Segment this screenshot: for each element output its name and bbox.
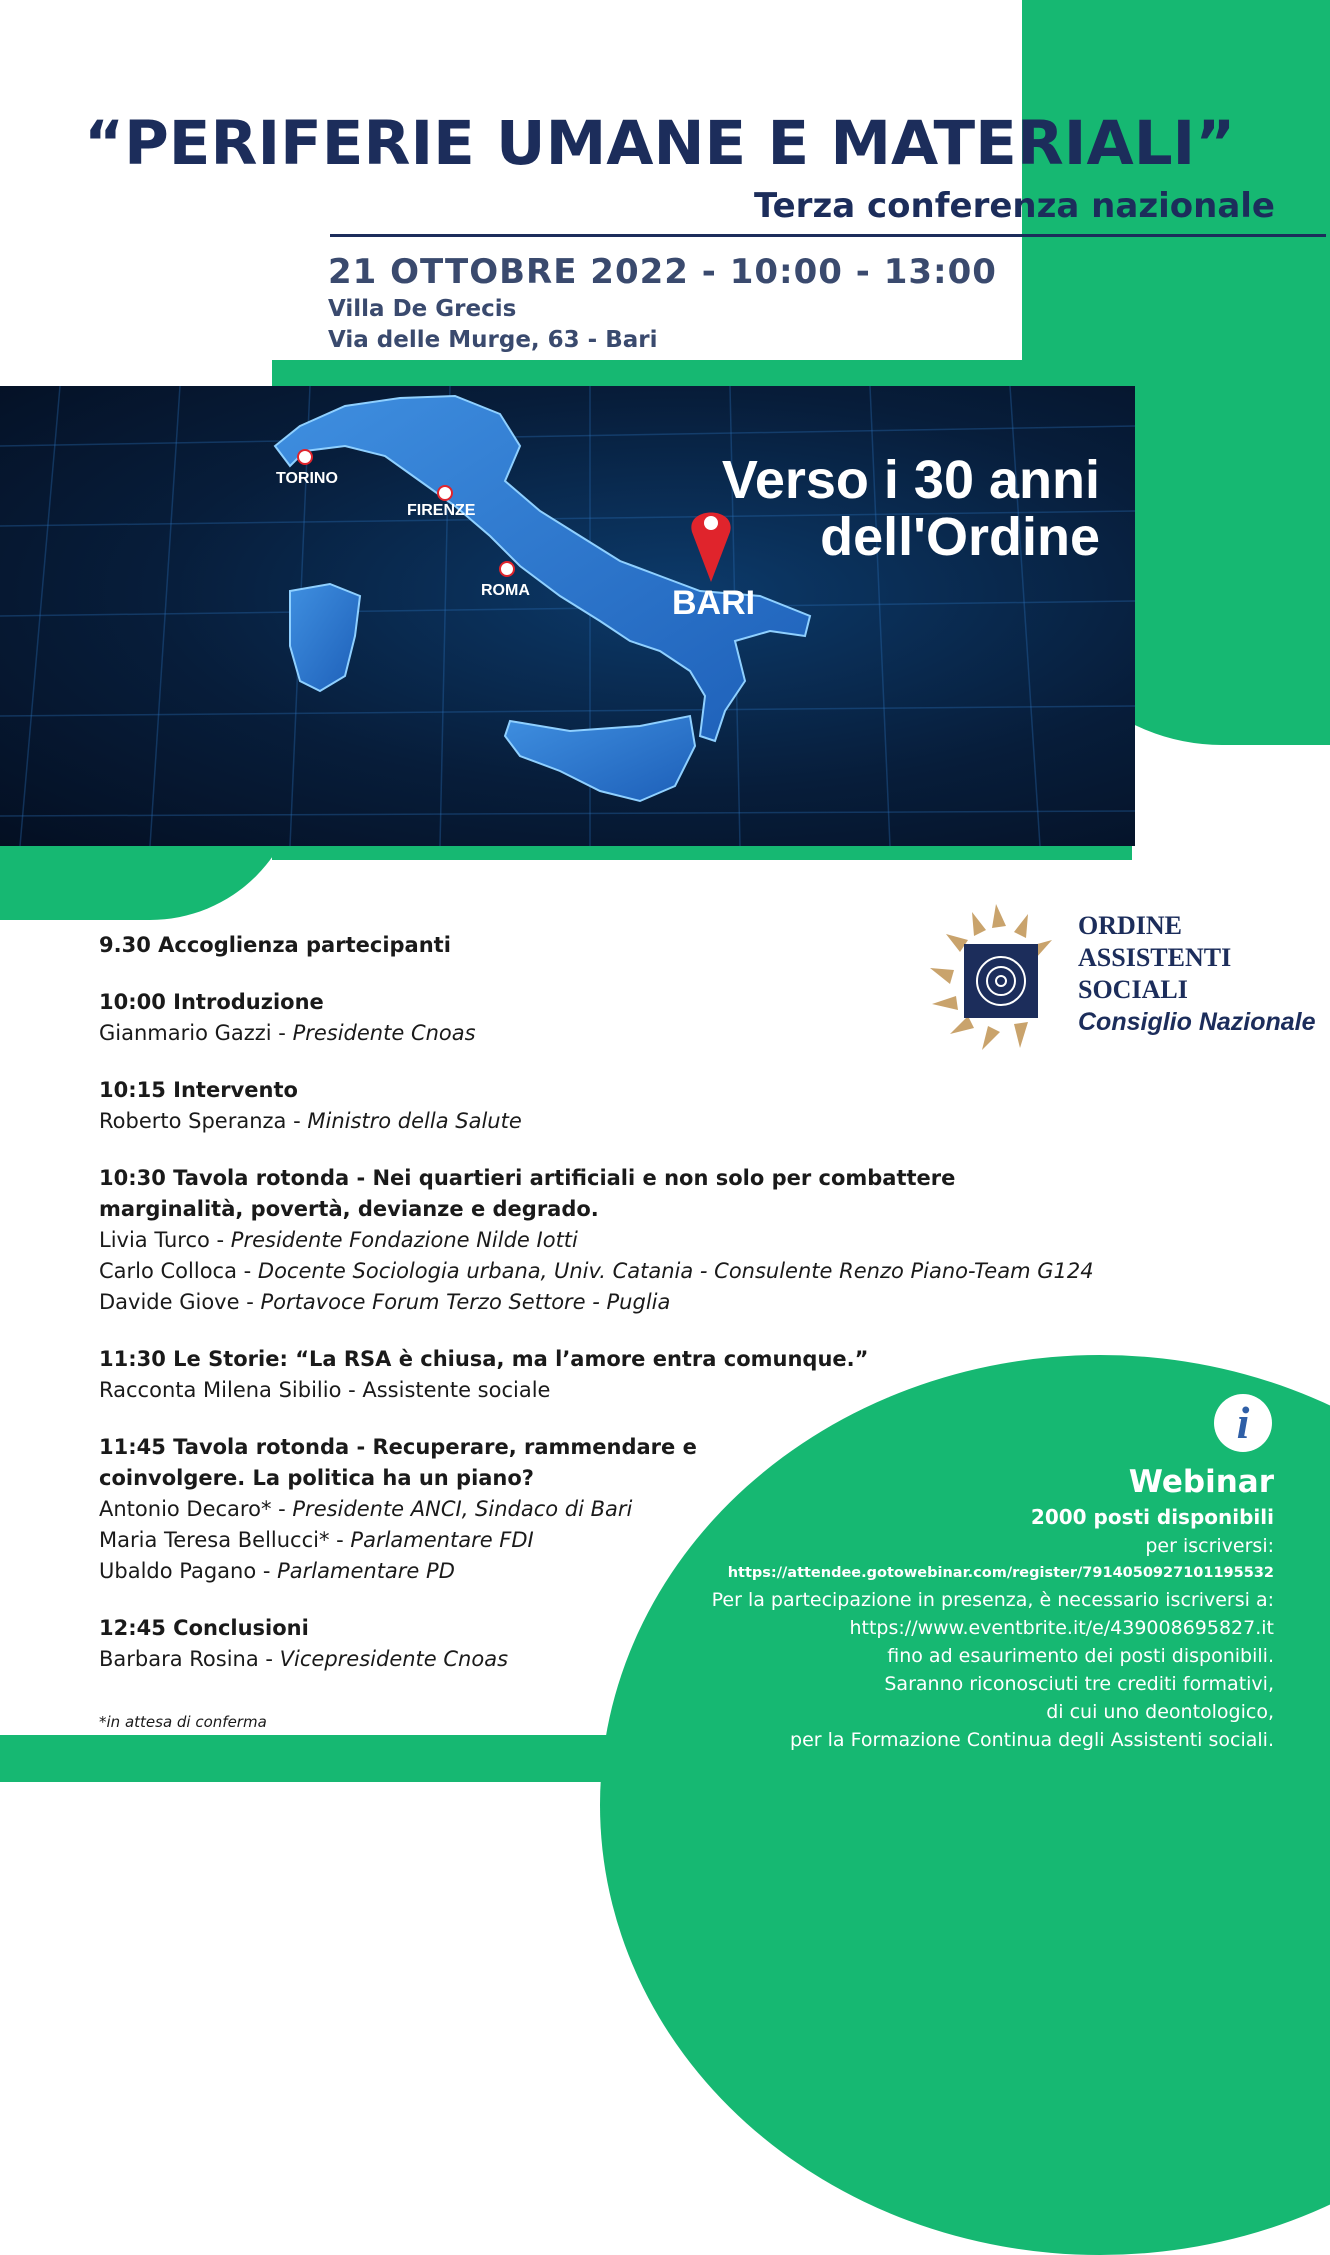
speaker-role: Presidente ANCI, Sindaco di Bari [292,1497,633,1521]
speaker-line [99,1375,1119,1406]
speaker-role: Presidente Fondazione Nilde Iotti [230,1228,578,1252]
speaker-role: Parlamentare FDI [350,1528,534,1552]
slot-heading: 10:30 Tavola rotonda - Nei quartieri artificiali e non solo per combattere marginalità, povertà, devianze e degrado. [99,1166,956,1221]
speaker-role: Presidente Cnoas [292,1021,476,1045]
eventbrite-link[interactable]: https://www.eventbrite.it/e/439008695827.it [849,1617,1274,1639]
slot-heading: 11:45 Tavola rotonda - Recuperare, rammendare e coinvolgere. La politica ha un piano? [99,1435,697,1490]
city-label-roma: ROMA [481,582,530,599]
speaker-line [99,1225,1119,1256]
program-slot [99,930,1119,961]
program-slot [99,987,1119,1049]
program-slot [99,1163,1119,1318]
speaker-name: Maria Teresa Bellucci* - [99,1528,351,1552]
event-date: 21 OTTOBRE 2022 - 10:00 - 13:00 [328,252,997,292]
city-label-firenze: FIRENZE [407,502,476,519]
speaker-role: Ministro della Salute [307,1109,522,1133]
headline-line-2: dell'Ordine [820,507,1100,567]
footnote: *in attesa di conferma [99,1713,267,1731]
speaker-role: Docente Sociologia urbana, Univ. Catania - Consulente Renzo Piano-Team G124 [257,1259,1094,1283]
speaker-line [99,1106,1119,1137]
italy-peninsula [275,396,810,741]
availability-text: fino ad esaurimento dei posti disponibili. [887,1645,1274,1667]
speaker-name: Carlo Colloca - [99,1259,258,1283]
speaker-name: Ubaldo Pagano - [99,1559,278,1583]
slot-heading: 10:00 Introduzione [99,990,324,1014]
in-person-text: Per la partecipazione in presenza, è necessario iscriversi a: [711,1589,1274,1611]
program-slot [99,1344,1119,1406]
sicily [505,716,695,801]
speaker-name: Antonio Decaro* - [99,1497,293,1521]
logo-line-4: Consiglio Nazionale [1078,1008,1316,1036]
logo-line-1: ORDINE [1078,911,1183,940]
speaker-name: Barbara Rosina - [99,1647,280,1671]
speaker-line [99,1287,1119,1318]
sardinia [290,584,360,691]
register-label: per iscriversi: [1145,1535,1274,1557]
logo-line-2: ASSISTENTI [1078,943,1232,972]
logo-line-3: SOCIALI [1078,975,1188,1004]
training-text: per la Formazione Continua degli Assistenti sociali. [790,1729,1274,1751]
venue-name: Villa De Grecis [328,296,517,322]
webinar-link[interactable]: https://attendee.gotowebinar.com/register/7914050927101195532 [727,1565,1274,1581]
speaker-line [99,1018,1119,1049]
speaker-line [99,1256,1119,1287]
speaker-role: Portavoce Forum Terzo Settore - Puglia [260,1290,671,1314]
map-headline [640,452,1100,566]
speaker-name: Roberto Speranza - [99,1109,308,1133]
deontological-text: di cui uno deontologico, [1046,1701,1274,1723]
slot-heading: 9.30 Accoglienza partecipanti [99,933,451,957]
webinar-info [574,1462,1274,1754]
speaker-name: Racconta Milena Sibilio - Assistente sociale [99,1378,551,1402]
venue-address: Via delle Murge, 63 - Bari [328,327,658,353]
page-subtitle: Terza conferenza nazionale [753,186,1275,226]
speaker-name: Gianmario Gazzi - [99,1021,293,1045]
slot-heading: 12:45 Conclusioni [99,1616,309,1640]
speaker-role: Parlamentare PD [277,1559,455,1583]
city-label-bari: BARI [672,584,756,622]
webinar-seats: 2000 posti disponibili [1030,1505,1274,1529]
event-venue [328,294,658,356]
city-label-torino: TORINO [276,470,338,487]
slot-heading: 10:15 Intervento [99,1078,298,1102]
speaker-role: Vicepresidente Cnoas [279,1647,509,1671]
speaker-name: Livia Turco - [99,1228,231,1252]
slot-heading: 11:30 Le Storie: “La RSA è chiusa, ma l’amore entra comunque.” [99,1347,869,1371]
webinar-title: Webinar [1128,1464,1274,1500]
program-slot [99,1075,1119,1137]
speaker-name: Davide Giove - [99,1290,261,1314]
headline-line-1: Verso i 30 anni [721,450,1100,510]
info-icon: i [1214,1394,1272,1452]
page-title: “PERIFERIE UMANE E MATERIALI” [84,108,1236,179]
credits-text: Saranno riconosciuti tre crediti formativi, [884,1673,1274,1695]
divider [330,234,1326,237]
